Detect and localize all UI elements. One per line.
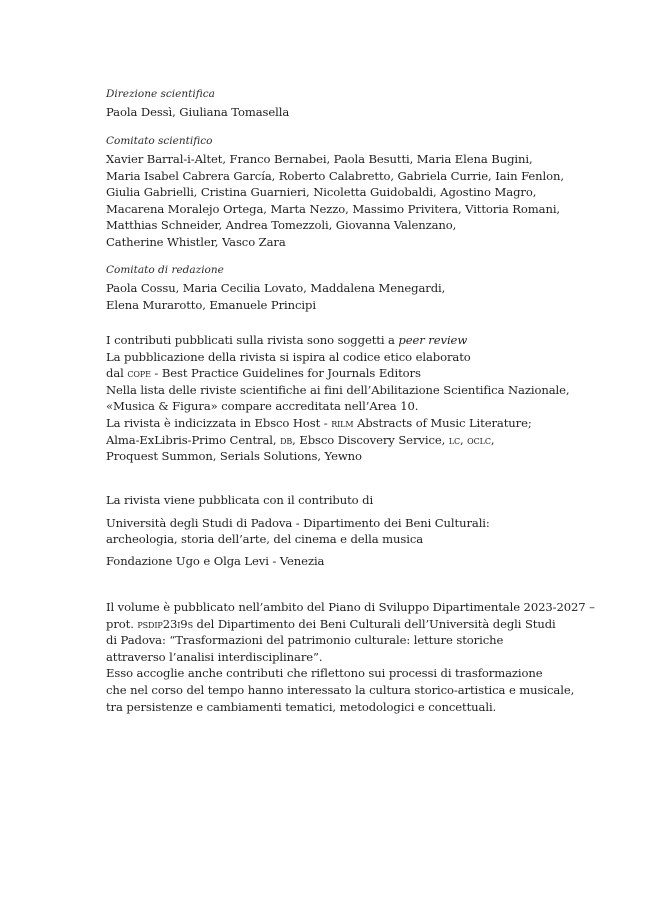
comitato-redazione-label: Comitato di redazione (106, 264, 224, 276)
comitato-scientifico-section (106, 133, 576, 251)
volume-line: di Padova: “Trasformazioni del patrimonio culturale: letture storiche (106, 633, 504, 648)
direzione-label: Direzione scientifica (106, 88, 215, 100)
volume-line: Esso accoglie anche contributi che riflettono sui processi di trasformazione (106, 666, 543, 681)
university-line: Università degli Studi di Padova - Dipartimento dei Beni Culturali: (106, 515, 490, 530)
volume-line: prot. psdip23i9s del Dipartimento dei Beni Culturali dell’Università degli Studi (106, 616, 556, 631)
member-line: Maria Isabel Cabrera García, Roberto Calabretto, Gabriela Currie, Iain Fenlon, (106, 168, 564, 183)
ethics-line: La pubblicazione della rivista si ispira al codice etico elaborato (106, 349, 471, 364)
area-line: «Musica & Figura» compare accreditata nell’Area 10. (106, 399, 419, 414)
comitato-redazione-section (106, 262, 576, 313)
indexing-line: La rivista è indicizzata in Ebsco Host - rilm Abstracts of Music Literature; (106, 415, 532, 430)
member-line: Giulia Gabrielli, Cristina Guarnieri, Nicoletta Guidobaldi, Agostino Magro, (106, 185, 537, 200)
indexing-line-2: Alma-ExLibris-Primo Central, db, Ebsco Discovery Service, lc, oclc, (106, 432, 495, 447)
comitato-redazione-members (106, 280, 576, 313)
comitato-scientifico-members (106, 151, 576, 251)
volume-section (106, 599, 595, 715)
comitato-scientifico-label: Comitato scientifico (106, 135, 213, 147)
contributo-section (106, 492, 576, 569)
university-line: archeologia, storia dell’arte, del cinema e della musica (106, 532, 424, 547)
university-entry (106, 515, 576, 548)
member-line: Matthias Schneider, Andrea Tomezzoli, Giovanna Valenzano, (106, 218, 457, 233)
cope-line: dal cope - Best Practice Guidelines for Journals Editors (106, 366, 421, 381)
member-line: Paola Cossu, Maria Cecilia Lovato, Maddalena Menegardi, (106, 281, 446, 295)
volume-line: tra persistenze e cambiamenti tematici, metodologici e concettuali. (106, 699, 497, 714)
info-section (106, 332, 576, 465)
peer-review-line: I contributi pubblicati sulla rivista sono soggetti a peer review (106, 333, 468, 347)
direzione-section (106, 86, 576, 121)
abilitazione-line: Nella lista delle riviste scientifiche ai fini dell’Abilitazione Scientifica Nazionale, (106, 382, 570, 397)
member-line: Macarena Moralejo Ortega, Marta Nezzo, Massimo Privitera, Vittoria Romani, (106, 201, 561, 216)
fondazione-entry: Fondazione Ugo e Olga Levi - Venezia (106, 553, 325, 568)
member-line: Elena Murarotto, Emanuele Principi (106, 297, 316, 312)
volume-line: attraverso l’analisi interdisciplinare”. (106, 649, 323, 664)
member-line: Xavier Barral-i-Altet, Franco Bernabei, Paola Besutti, Maria Elena Bugini, (106, 152, 533, 166)
member-line: Catherine Whistler, Vasco Zara (106, 234, 286, 249)
direzione-names: Paola Dessì, Giuliana Tomasella (106, 105, 290, 119)
contributo-intro: La rivista viene pubblicata con il contributo di (106, 493, 374, 507)
volume-line: che nel corso del tempo hanno interessato la cultura storico-artistica e musicale, (106, 682, 575, 697)
indexing-line-3: Proquest Summon, Serials Solutions, Yewno (106, 449, 362, 464)
volume-line: Il volume è pubblicato nell’ambito del Piano di Sviluppo Dipartimentale 2023-2027 – (106, 600, 595, 614)
